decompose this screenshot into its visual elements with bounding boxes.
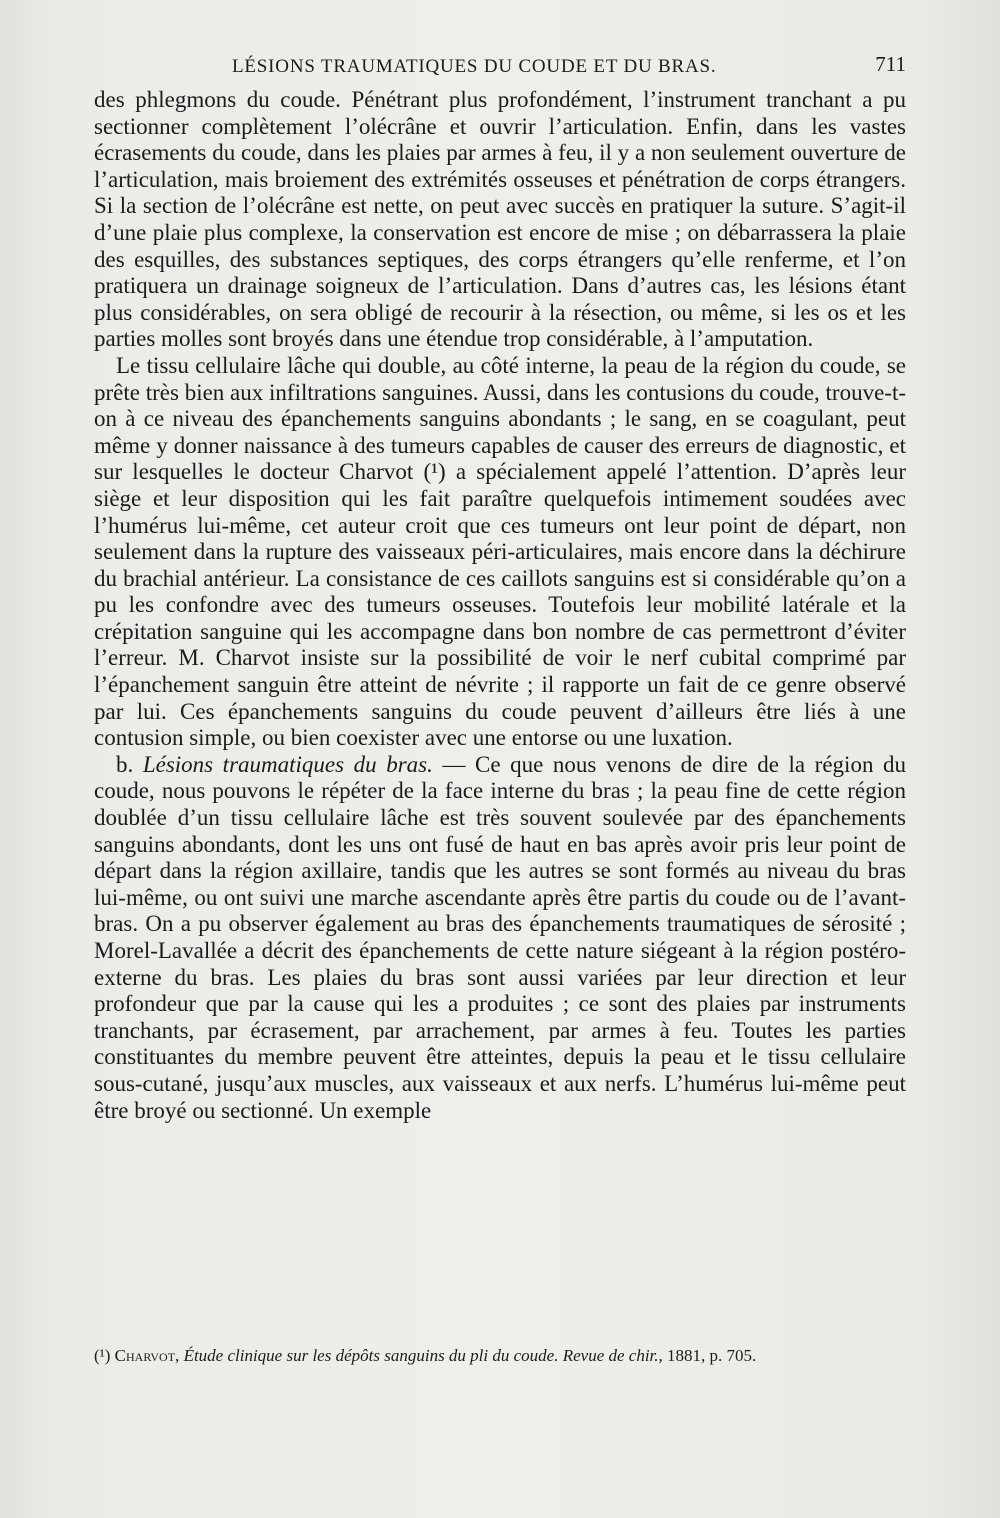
running-head: LÉSIONS TRAUMATIQUES DU COUDE ET DU BRAS.: [232, 56, 717, 77]
footnote-author: Charvot,: [114, 1346, 180, 1365]
footnotes: [94, 1340, 916, 1371]
paragraph-3: [94, 752, 906, 1124]
paragraph-1: des phlegmons du coude. Pénétrant plus profondément, l’instrument tranchant a pu sectionner complètement l’olécrâne et ouvrir l’articulation. Enfin, dans les vastes écrasements du coude, dans les plaies par armes à feu, il y a non seulement ouverture de l’articulation, mais broiement des extrémités osseuses et pénétration de corps étrangers. Si la section de l’olécrâne est nette, on peut avec succès en pratiquer la suture. S’agit-il d’une plaie plus complexe, la conservation est encore de mise ; on débarrassera la plaie des esquilles, des substances septiques, des corps étrangers qu’elle renferme, et l’on pratiquera un drainage soigneux de l’articulation. Dans d’autres cas, les lésions étant plus considérables, on sera obligé de recourir à la résection, ou même, si les os et les parties molles sont broyés dans une étendue trop considérable, à l’amputation.: [94, 87, 906, 352]
footnote-details: 1881, p. 705.: [667, 1346, 757, 1365]
footnote-title: Étude clinique sur les dépôts sanguins du pli du coude.: [183, 1346, 559, 1365]
paragraph-2-text-end: a spécialement appelé l’attention. D’après leur siège et leur disposition qui les fait paraître quelquefois intimement soudées avec l’humérus lui-même, cet auteur croit que ces tumeurs ont leur point de départ, non seulement dans la rupture des vaisseaux péri-articulaires, mais encore dans la déchirure du brachial antérieur. La consistance de ces caillots sanguins est si considérable qu’on a pu les confondre avec des tumeurs osseuses. Toutefois leur mobilité latérale et la crépitation sanguine qui les accompagne dans bon nombre de cas permettront d’éviter l’erreur. M. Charvot insiste sur la possibilité de voir le nerf cubital comprimé par l’épanchement sanguin être atteint de névrite ; il rapporte un fait de ce genre observé par lui. Ces épanchements sanguins du coude peuvent d’ailleurs être liés à une contusion simple, ou bien coexister avec une entorse ou une luxation.: [94, 459, 906, 751]
section-label: b.: [116, 751, 134, 777]
footnote-marker: (¹): [94, 1346, 111, 1365]
page-number: 711: [875, 52, 906, 76]
section-heading: Lésions traumatiques du bras.: [142, 751, 433, 777]
paragraph-2: [94, 353, 906, 752]
footnote-journal: Revue de chir.,: [562, 1346, 663, 1365]
main-text: [94, 87, 906, 1124]
footnote-1: [94, 1340, 916, 1371]
paragraph-3-text: — Ce que nous venons de dire de la région du coude, nous pouvons le répéter de la face interne du bras ; la peau fine de cette région doublée d’un tissu cellulaire lâche est très souvent soulevée par des épanchements sanguins abondants, dont les uns ont fusé de haut en bas après avoir pris leur point de départ dans la région axillaire, tandis que les autres se sont formés au niveau du bras lui-même, ou ont suivi une marche ascendante après être partis du coude ou de l’avant-bras. On a pu observer également au bras des épanchements traumatiques de sérosité ; Morel-Lavallée a décrit des épanchements de cette nature siégeant à la région postéro-externe du bras. Les plaies du bras sont aussi variées par leur direction et leur profondeur que par la cause qui les a produites ; ce sont des plaies par instruments tranchants, par écrasement, par arrachement, par armes à feu. Toutes les parties constituantes du membre peuvent être atteintes, depuis la peau et le tissu cellulaire sous-cutané, jusqu’aux muscles, aux vaisseaux et aux nerfs. L’humérus lui-même peut être broyé ou sectionné. Un exemple: [94, 751, 907, 1123]
footnote-reference: (¹): [423, 459, 446, 485]
page-header: [94, 50, 906, 86]
paragraph-2-text-start: Le tissu cellulaire lâche qui double, au côté interne, la peau de la région du coude, se prête très bien aux infiltrations sanguines. Aussi, dans les contusions du coude, trouve-t-on à ce niveau des épanchements sanguins abondants ; le sang, en se coagulant, peut même y donner naissance à des tumeurs capables de causer des erreurs de diagnostic, et sur lesquelles le docteur Charvot: [94, 352, 906, 485]
